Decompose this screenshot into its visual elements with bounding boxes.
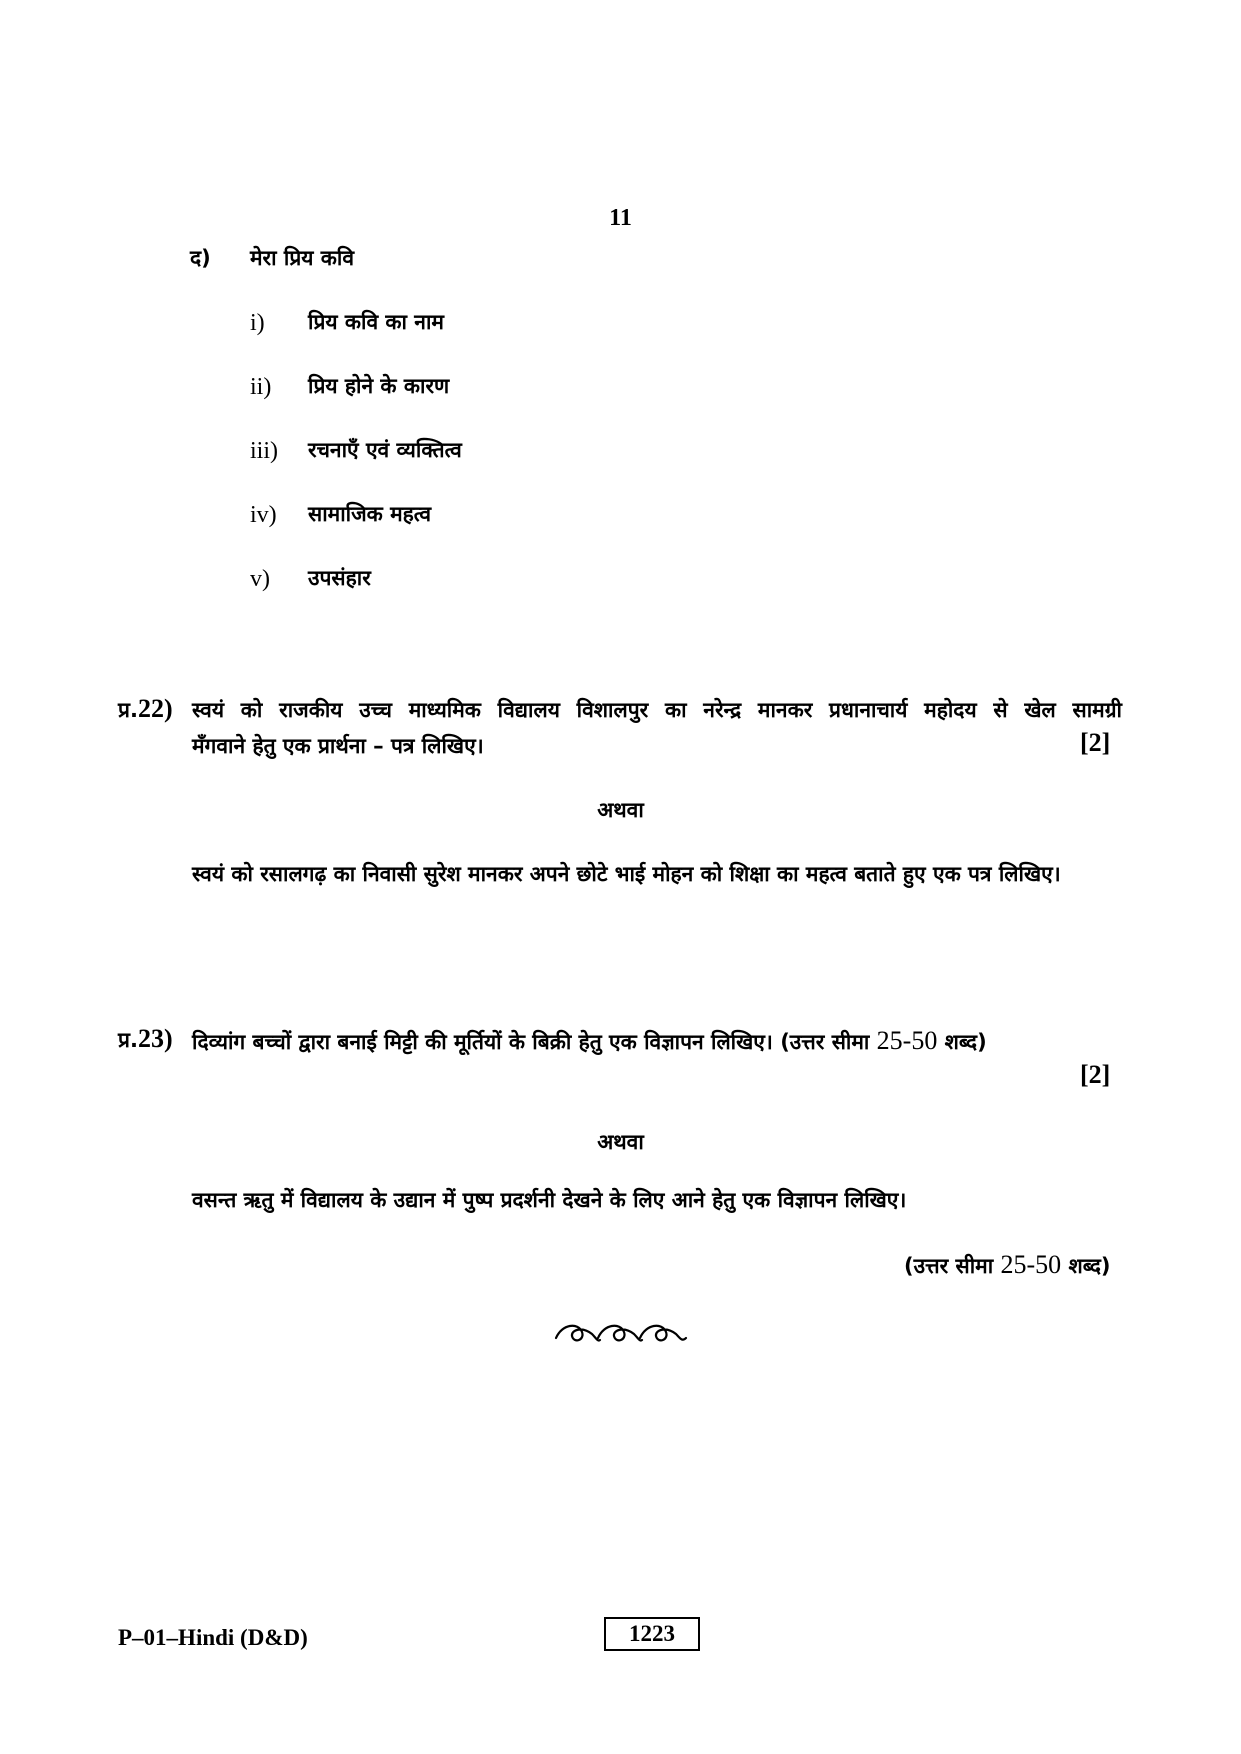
question-22-marks: [2] bbox=[1080, 728, 1111, 757]
question-23-number bbox=[118, 1024, 173, 1054]
question-22-line2: मँगवाने हेतु एक प्रार्थना – पत्र लिखिए। bbox=[192, 734, 484, 758]
answer-limit-open: (उत्तर सीमा bbox=[904, 1254, 994, 1278]
question-prefix: प्र. bbox=[118, 698, 138, 722]
question-23-text bbox=[192, 1026, 987, 1056]
question-22-line1: स्वयं को राजकीय उच्च माध्यमिक विद्यालय विशालपुर का नरेन्द्र मानकर प्रधानाचार्य महोदय से खेल सामग्री bbox=[192, 698, 1122, 722]
question-num: 23) bbox=[137, 1024, 173, 1053]
question-22-alternative: स्वयं को रसालगढ़ का निवासी सुरेश मानकर अपने छोटे भाई मोहन को शिक्षा का महत्व बताते हुए एक पत्र लिखिए। bbox=[192, 862, 1061, 886]
item-number: ii) bbox=[250, 374, 272, 400]
decorative-flourish-icon bbox=[552, 1316, 692, 1352]
item-number: v) bbox=[250, 566, 270, 592]
paper-code: P–01–Hindi (D&D) bbox=[118, 1625, 308, 1650]
list-item: उपसंहार bbox=[308, 566, 371, 590]
page-number: 11 bbox=[609, 205, 632, 231]
question-prefix: प्र. bbox=[118, 1028, 138, 1052]
list-item: प्रिय होने के कारण bbox=[308, 374, 450, 398]
answer-limit-open: (उत्तर सीमा bbox=[780, 1030, 870, 1054]
or-separator: अथवा bbox=[597, 798, 644, 822]
list-item: रचनाएँ एवं व्यक्तित्व bbox=[308, 438, 462, 462]
list-item: प्रिय कवि का नाम bbox=[308, 310, 444, 334]
or-separator: अथवा bbox=[597, 1130, 644, 1154]
question-22-number bbox=[118, 694, 173, 724]
item-number: i) bbox=[250, 310, 265, 336]
answer-limit-number: 25-50 bbox=[876, 1026, 938, 1055]
question-23-alternative: वसन्त ऋतु में विद्यालय के उद्यान में पुष्प प्रदर्शनी देखने के लिए आने हेतु एक विज्ञापन लिखिए। bbox=[192, 1188, 907, 1212]
paper-number-box: 1223 bbox=[604, 1617, 700, 1651]
answer-limit-close: शब्द) bbox=[1068, 1254, 1111, 1278]
section-d-label: द) bbox=[190, 246, 211, 270]
question-23-body: दिव्यांग बच्चों द्वारा बनाई मिट्टी की मूर्तियों के बिक्री हेतु एक विज्ञापन लिखिए। bbox=[192, 1030, 773, 1054]
list-item: सामाजिक महत्व bbox=[308, 502, 432, 526]
answer-limit-close: शब्द) bbox=[944, 1030, 987, 1054]
item-number: iii) bbox=[250, 438, 278, 464]
question-num: 22) bbox=[137, 694, 173, 723]
item-number: iv) bbox=[250, 502, 277, 528]
section-d-title: मेरा प्रिय कवि bbox=[250, 246, 355, 270]
question-23-marks: [2] bbox=[1080, 1060, 1111, 1089]
answer-limit-note bbox=[904, 1250, 1110, 1280]
answer-limit-number: 25-50 bbox=[1000, 1250, 1062, 1279]
